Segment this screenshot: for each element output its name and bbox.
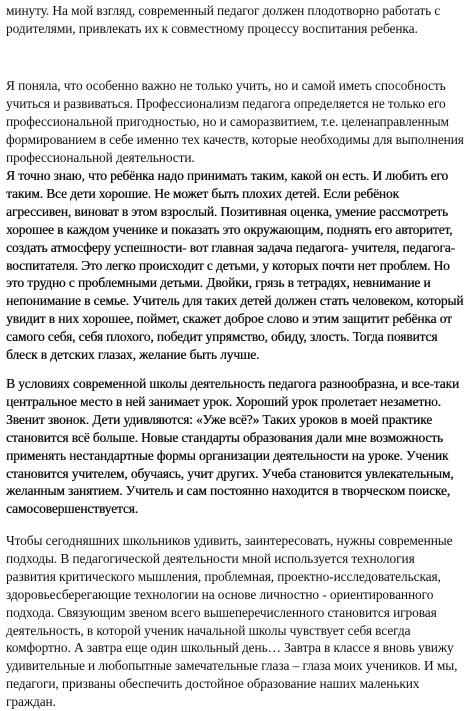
paragraph-self-development: Я поняла, что особенно важно не только учить, но и самой иметь способность учиться и развиваться. Профессионализм педагога определяется не только его профессиональной пригодностью, но и саморазвитием, т.е. целенаправленным формированием в себе именно тех качеств, которые необходимы для выполнения профессиональной деятельности. [6,78,464,165]
paragraph-lesson-role: В условиях современной школы деятельность педагога разнообразна, и все-таки центральное место в ней занимает урок. Хороший урок пролетает незаметно. Звенит звонок. Дети удивляются: «Уже всё?» Таких уроков в моей практике становится всё больше. Новые стандарты образования дали мне возможность применять нестандартные формы организации деятельности на уроке. Ученик становится учителем, обучаясь, учит других. Учеба становится увлекательным, желанным занятием. Учитель и сам постоянно находится в творческом поиске, самосовершенствуется. [6,376,459,517]
paragraph-parent-cooperation: минуту. На мой взгляд, современный педагог должен плодотворно работать с родителями, привлекать их к совместному процессу воспитания ребенка. [6,3,441,36]
paragraph-accepting-children: Я точно знаю, что ребёнка надо принимать таким, какой он есть. И любить его таким. Все дети хорошие. Не может быть плохих детей. Если ребёнок агрессивен, виноват в этом взрослый. Позитивная оценка, умение рассмотреть хорошее в каждом ученике и показать это окружающим, поднять его авторитет, создать атмосферу успешности- вот главная задача педагога- учителя, педагога- воспитателя. Это легко происходит с детьми, у которых почти нет проблем. Но это трудно с проблемными детьми. Двойки, грязь в тетрадях, невнимание и непонимание в семье. Учитель для таких детей должен стать человеком, который увидит в них хорошее, поймет, скажет доброе слово и этим защитит ребёнка от самого себя, себя плохого, победит упрямство, обиду, злость. Тогда появится блеск в детских глазах, желание быть лучше. [6,168,464,363]
paragraph-modern-approaches: Чтобы сегодняшних школьников удивить, заинтересовать, нужны современные подходы. В педагогической деятельности мной используется технология развития критического мышления, проблемная, проектно-исследовательская, здоровьесберегающие технологии на основе личностно - ориентированного подхода. Связующим звеном всего вышеперечисленного становится игровая деятельность, в которой ученик начальной школы чувствует себя всегда комфортно. А завтра еще один школьный день… Завтра в классе я вновь увижу удивительные и любопытные замечательные глаза – глаза моих учеников. И мы, педагоги, призваны обеспечить достойное образование наших маленьких граждан. [6,533,458,710]
